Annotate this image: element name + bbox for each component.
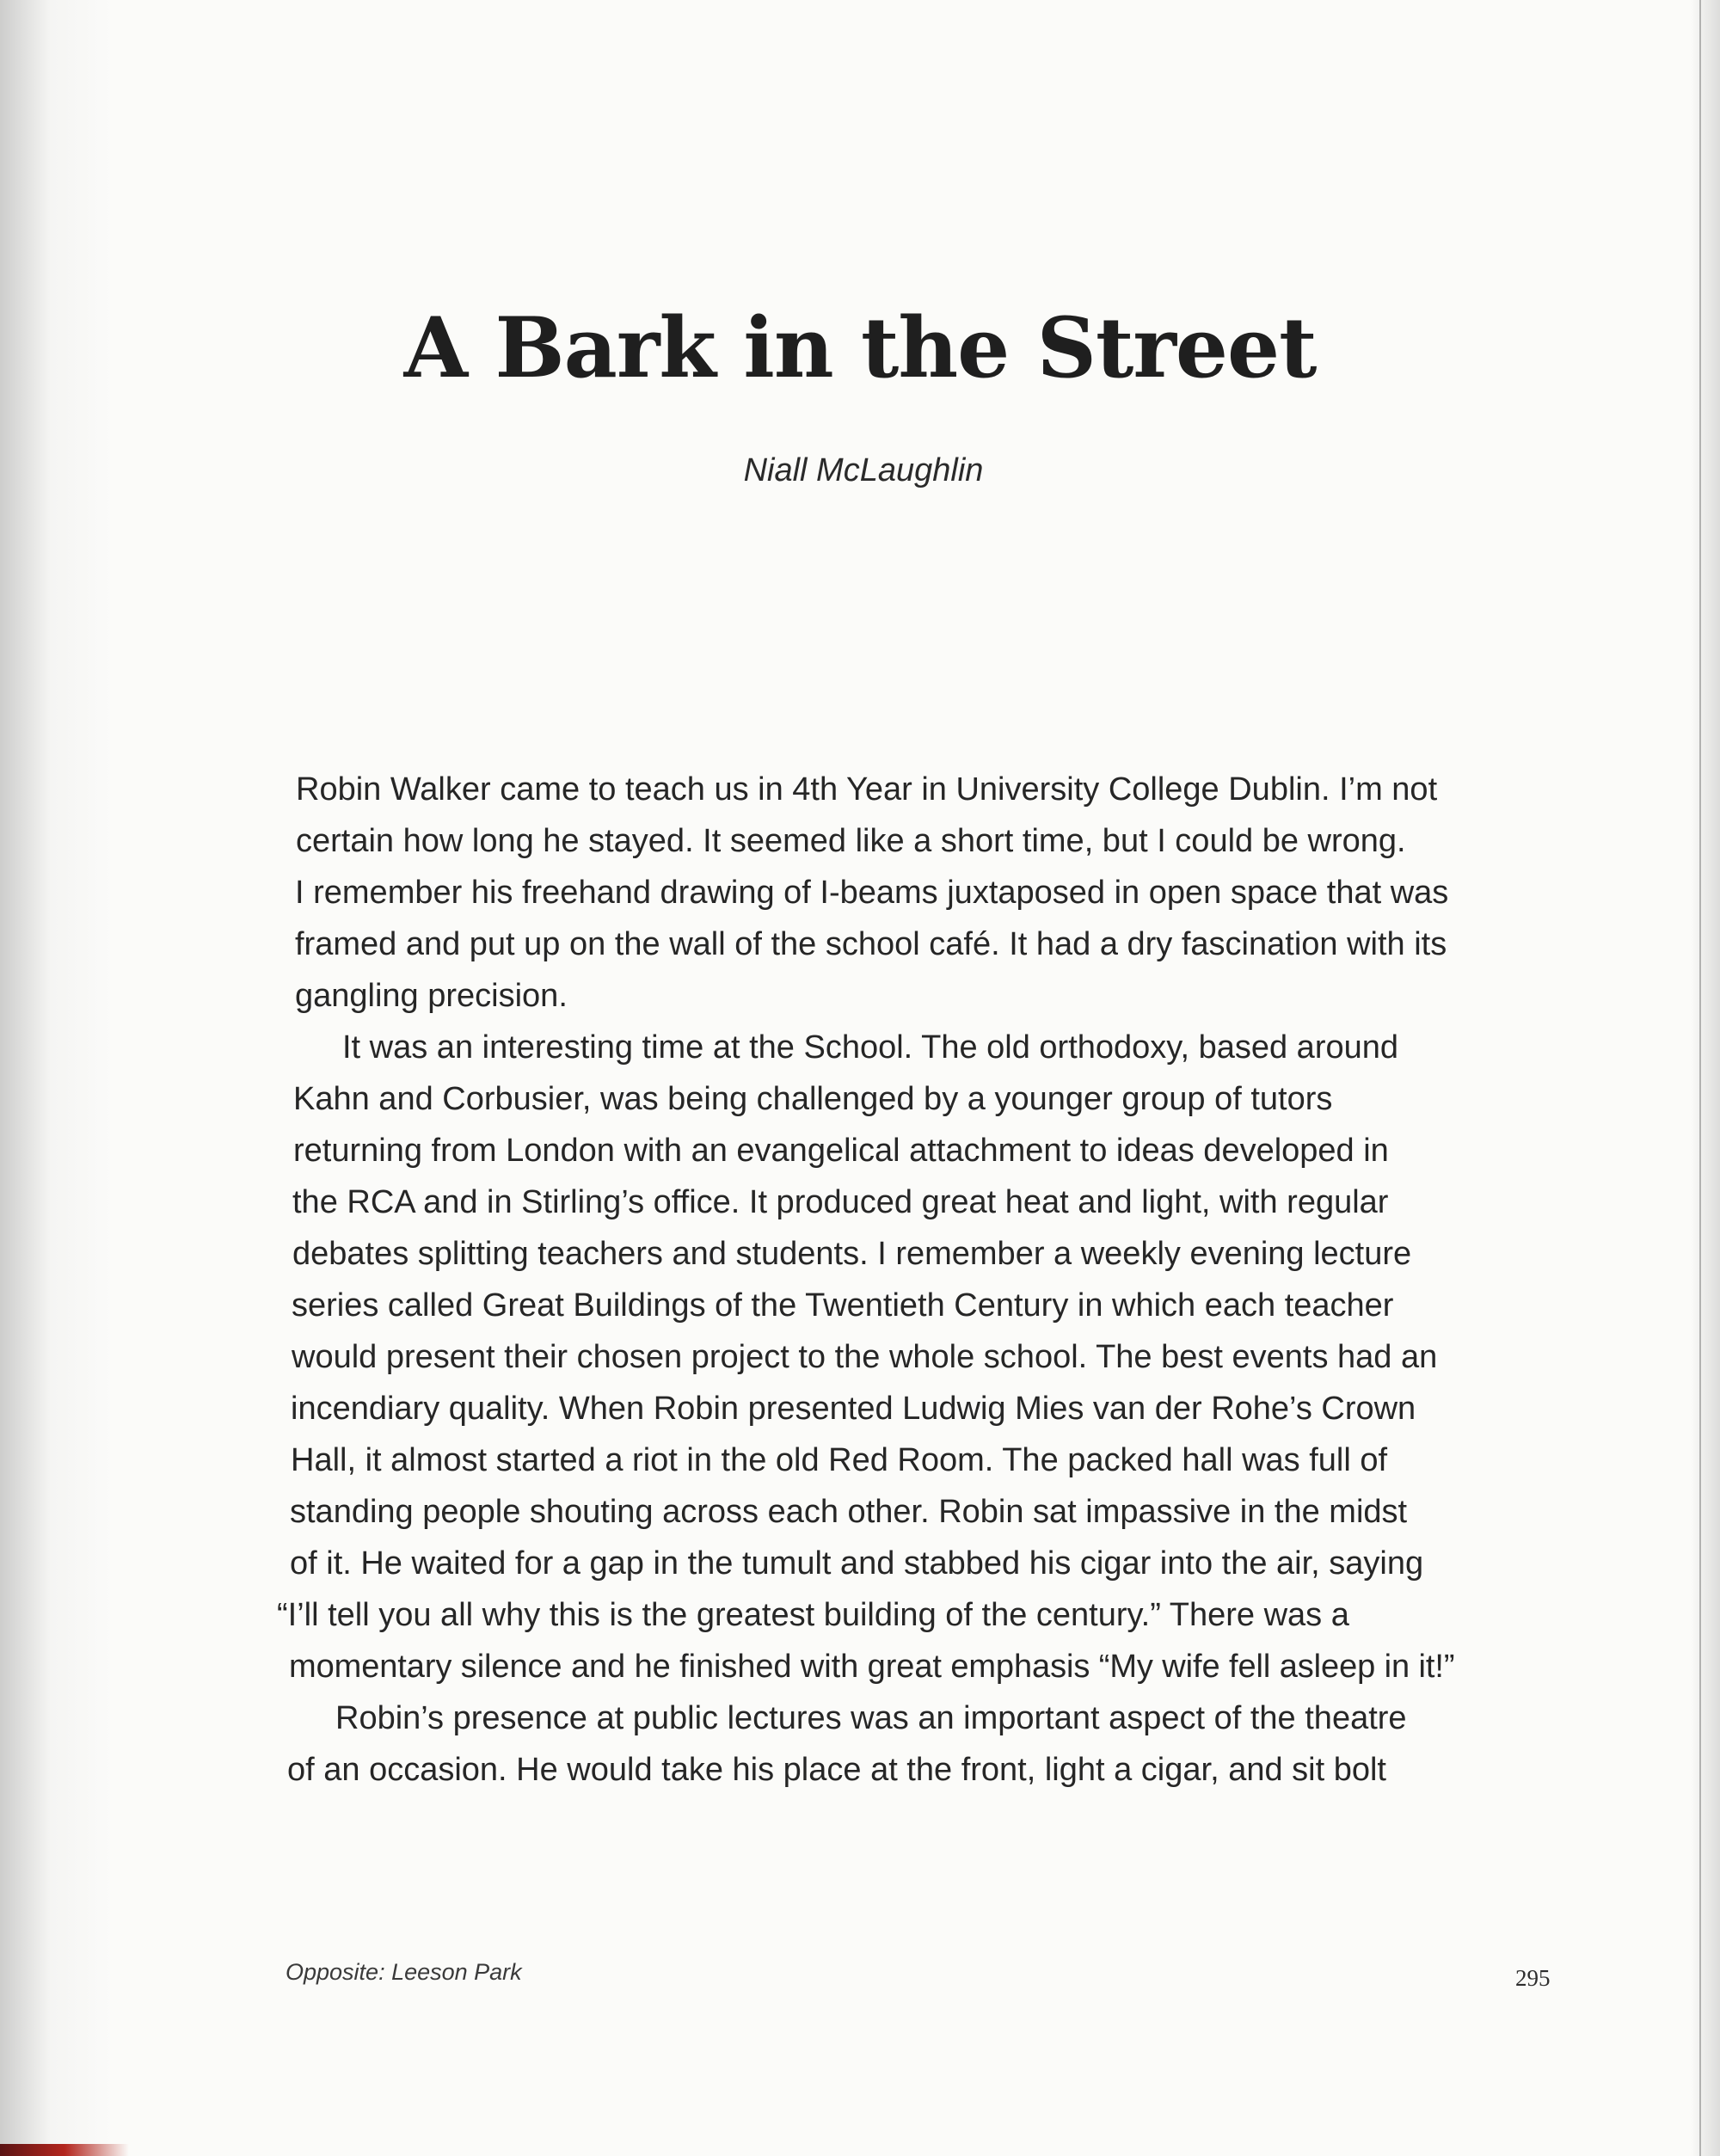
body-line: would present their chosen project to the whole school. The best events had an	[292, 1339, 1438, 1375]
page-number: 295	[1515, 1965, 1551, 1991]
body-line: gangling precision.	[295, 978, 568, 1014]
body-line: Kahn and Corbusier, was being challenged by a younger group of tutors	[293, 1081, 1333, 1117]
body-line: the RCA and in Stirling’s office. It produced great heat and light, with regular	[292, 1184, 1389, 1220]
body-line: I remember his freehand drawing of I-beams juxtaposed in open space that was	[295, 875, 1449, 911]
figure-caption: Opposite: Leeson Park	[286, 1959, 522, 1985]
article-body	[277, 764, 1455, 1796]
body-line: debates splitting teachers and students. I remember a weekly evening lecture	[292, 1236, 1412, 1272]
body-line: series called Great Buildings of the Twentieth Century in which each teacher	[292, 1287, 1394, 1324]
body-line: framed and put up on the wall of the school café. It had a dry fascination with its	[295, 926, 1447, 962]
body-line: It was an interesting time at the School. The old orthodoxy, based around	[342, 1029, 1399, 1066]
body-line: certain how long he stayed. It seemed like a short time, but I could be wrong.	[296, 823, 1406, 859]
article-title: A Bark in the Street	[403, 299, 1317, 396]
body-line: incendiary quality. When Robin presented Ludwig Mies van der Rohe’s Crown	[291, 1391, 1416, 1427]
body-line: Robin Walker came to teach us in 4th Year in University College Dublin. I’m not	[296, 771, 1438, 808]
body-line: of an occasion. He would take his place at the front, light a cigar, and sit bolt	[287, 1752, 1386, 1788]
body-line: Robin’s presence at public lectures was an important aspect of the theatre	[335, 1700, 1407, 1736]
body-line: momentary silence and he finished with great emphasis “My wife fell asleep in it!”	[289, 1649, 1455, 1685]
bottom-edge-mark	[0, 2144, 129, 2156]
body-line: standing people shouting across each other. Robin sat impassive in the midst	[290, 1494, 1408, 1530]
body-line: returning from London with an evangelical attachment to ideas developed in	[293, 1133, 1389, 1169]
body-line: Hall, it almost started a riot in the old Red Room. The packed hall was full of	[291, 1442, 1388, 1478]
body-line: “I’ll tell you all why this is the greatest building of the century.” There was a	[277, 1597, 1349, 1633]
article-author: Niall McLaughlin	[743, 452, 984, 488]
body-line: of it. He waited for a gap in the tumult and stabbed his cigar into the air, saying	[290, 1545, 1424, 1582]
